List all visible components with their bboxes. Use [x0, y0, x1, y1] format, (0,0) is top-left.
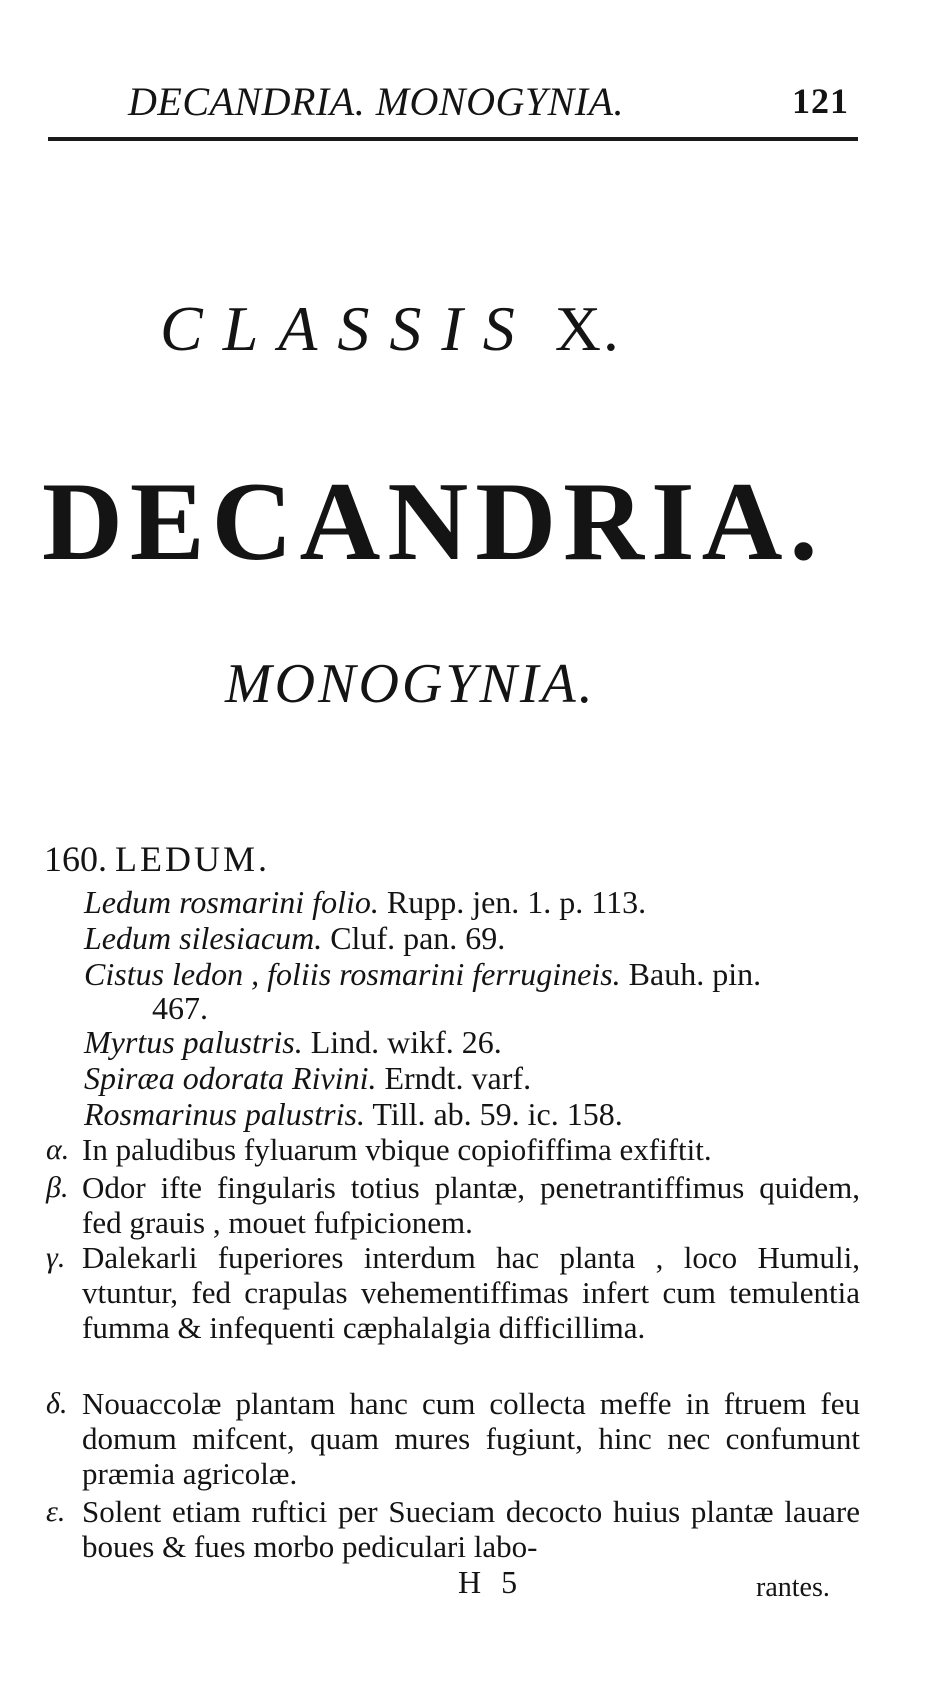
classis-number: X.	[554, 293, 621, 364]
synonym-reference: Lind. wikf. 26.	[310, 1024, 502, 1060]
synonym-reference: Rupp. jen. 1. p. 113.	[386, 884, 647, 920]
synonym-name: Cistus ledon , foliis rosmarini ferrugineis.	[84, 956, 621, 992]
synonym-line	[84, 1024, 502, 1061]
page-number: 121	[792, 81, 849, 121]
genus-name: LEDUM.	[115, 839, 270, 879]
synonym-name: Spiræa odorata Rivini.	[84, 1060, 377, 1096]
note-paragraph	[46, 1240, 860, 1345]
note-paragraph	[46, 1386, 860, 1491]
order-name-heading: MONOGYNIA.	[225, 653, 596, 715]
note-text: Dalekarli fuperiores interdum hac planta , loco Humuli, vtuntur, fed crapulas vehementiffimas infert cum temulentia fumma & infequenti cæphalalgia difficillima.	[82, 1240, 860, 1345]
synonym-reference: 467.	[152, 990, 208, 1026]
note-paragraph	[46, 1170, 860, 1240]
genus-heading	[44, 838, 270, 880]
note-marker: δ.	[46, 1387, 68, 1420]
header-rule	[48, 137, 858, 141]
catchword: rantes.	[756, 1572, 830, 1603]
synonym-line	[84, 956, 761, 993]
synonym-line	[84, 1060, 531, 1097]
note-text: Odor ifte fingularis totius plantæ, penetrantiffimus quidem, fed grauis , mouet fufpicionem.	[82, 1170, 860, 1240]
note-marker: ε.	[46, 1495, 66, 1528]
note-paragraph	[46, 1132, 860, 1167]
synonym-reference: Till. ab. 59. ic. 158.	[372, 1096, 623, 1132]
genus-number: 160.	[44, 839, 107, 879]
note-text: Solent etiam ruftici per Sueciam decocto huius plantæ lauare boues & fues morbo pediculari labo-	[82, 1494, 860, 1564]
synonym-line	[84, 884, 646, 921]
synonym-name: Myrtus palustris.	[84, 1024, 303, 1060]
synonym-line	[84, 1096, 623, 1133]
synonym-line	[84, 920, 505, 957]
note-marker: γ.	[46, 1241, 66, 1274]
synonym-reference: Cluf. pan. 69.	[330, 920, 506, 956]
synonym-reference: Bauh. pin.	[628, 956, 762, 992]
class-name-heading: DECANDRIA.	[42, 460, 825, 584]
note-text: Nouaccolæ plantam hanc cum collecta meffe in ftruem feu domum mifcent, quam mures fugiunt, hinc nec confumunt præmia agricolæ.	[82, 1386, 860, 1491]
signature-mark: H 5	[458, 1564, 524, 1600]
note-paragraph	[46, 1494, 860, 1564]
synonym-name: Ledum silesiacum.	[84, 920, 323, 956]
note-text: In paludibus fyluarum vbique copiofiffima exfiftit.	[82, 1132, 712, 1167]
synonym-name: Ledum rosmarini folio.	[84, 884, 379, 920]
synonym-name: Rosmarinus palustris.	[84, 1096, 365, 1132]
running-head: DECANDRIA. MONOGYNIA.	[128, 79, 625, 124]
synonym-line-continuation	[152, 990, 208, 1027]
classis-label: CLASSIS	[160, 293, 535, 364]
note-marker: α.	[46, 1133, 70, 1166]
classis-heading	[160, 292, 621, 366]
synonym-reference: Erndt. varf.	[384, 1060, 532, 1096]
note-marker: β.	[46, 1171, 69, 1204]
